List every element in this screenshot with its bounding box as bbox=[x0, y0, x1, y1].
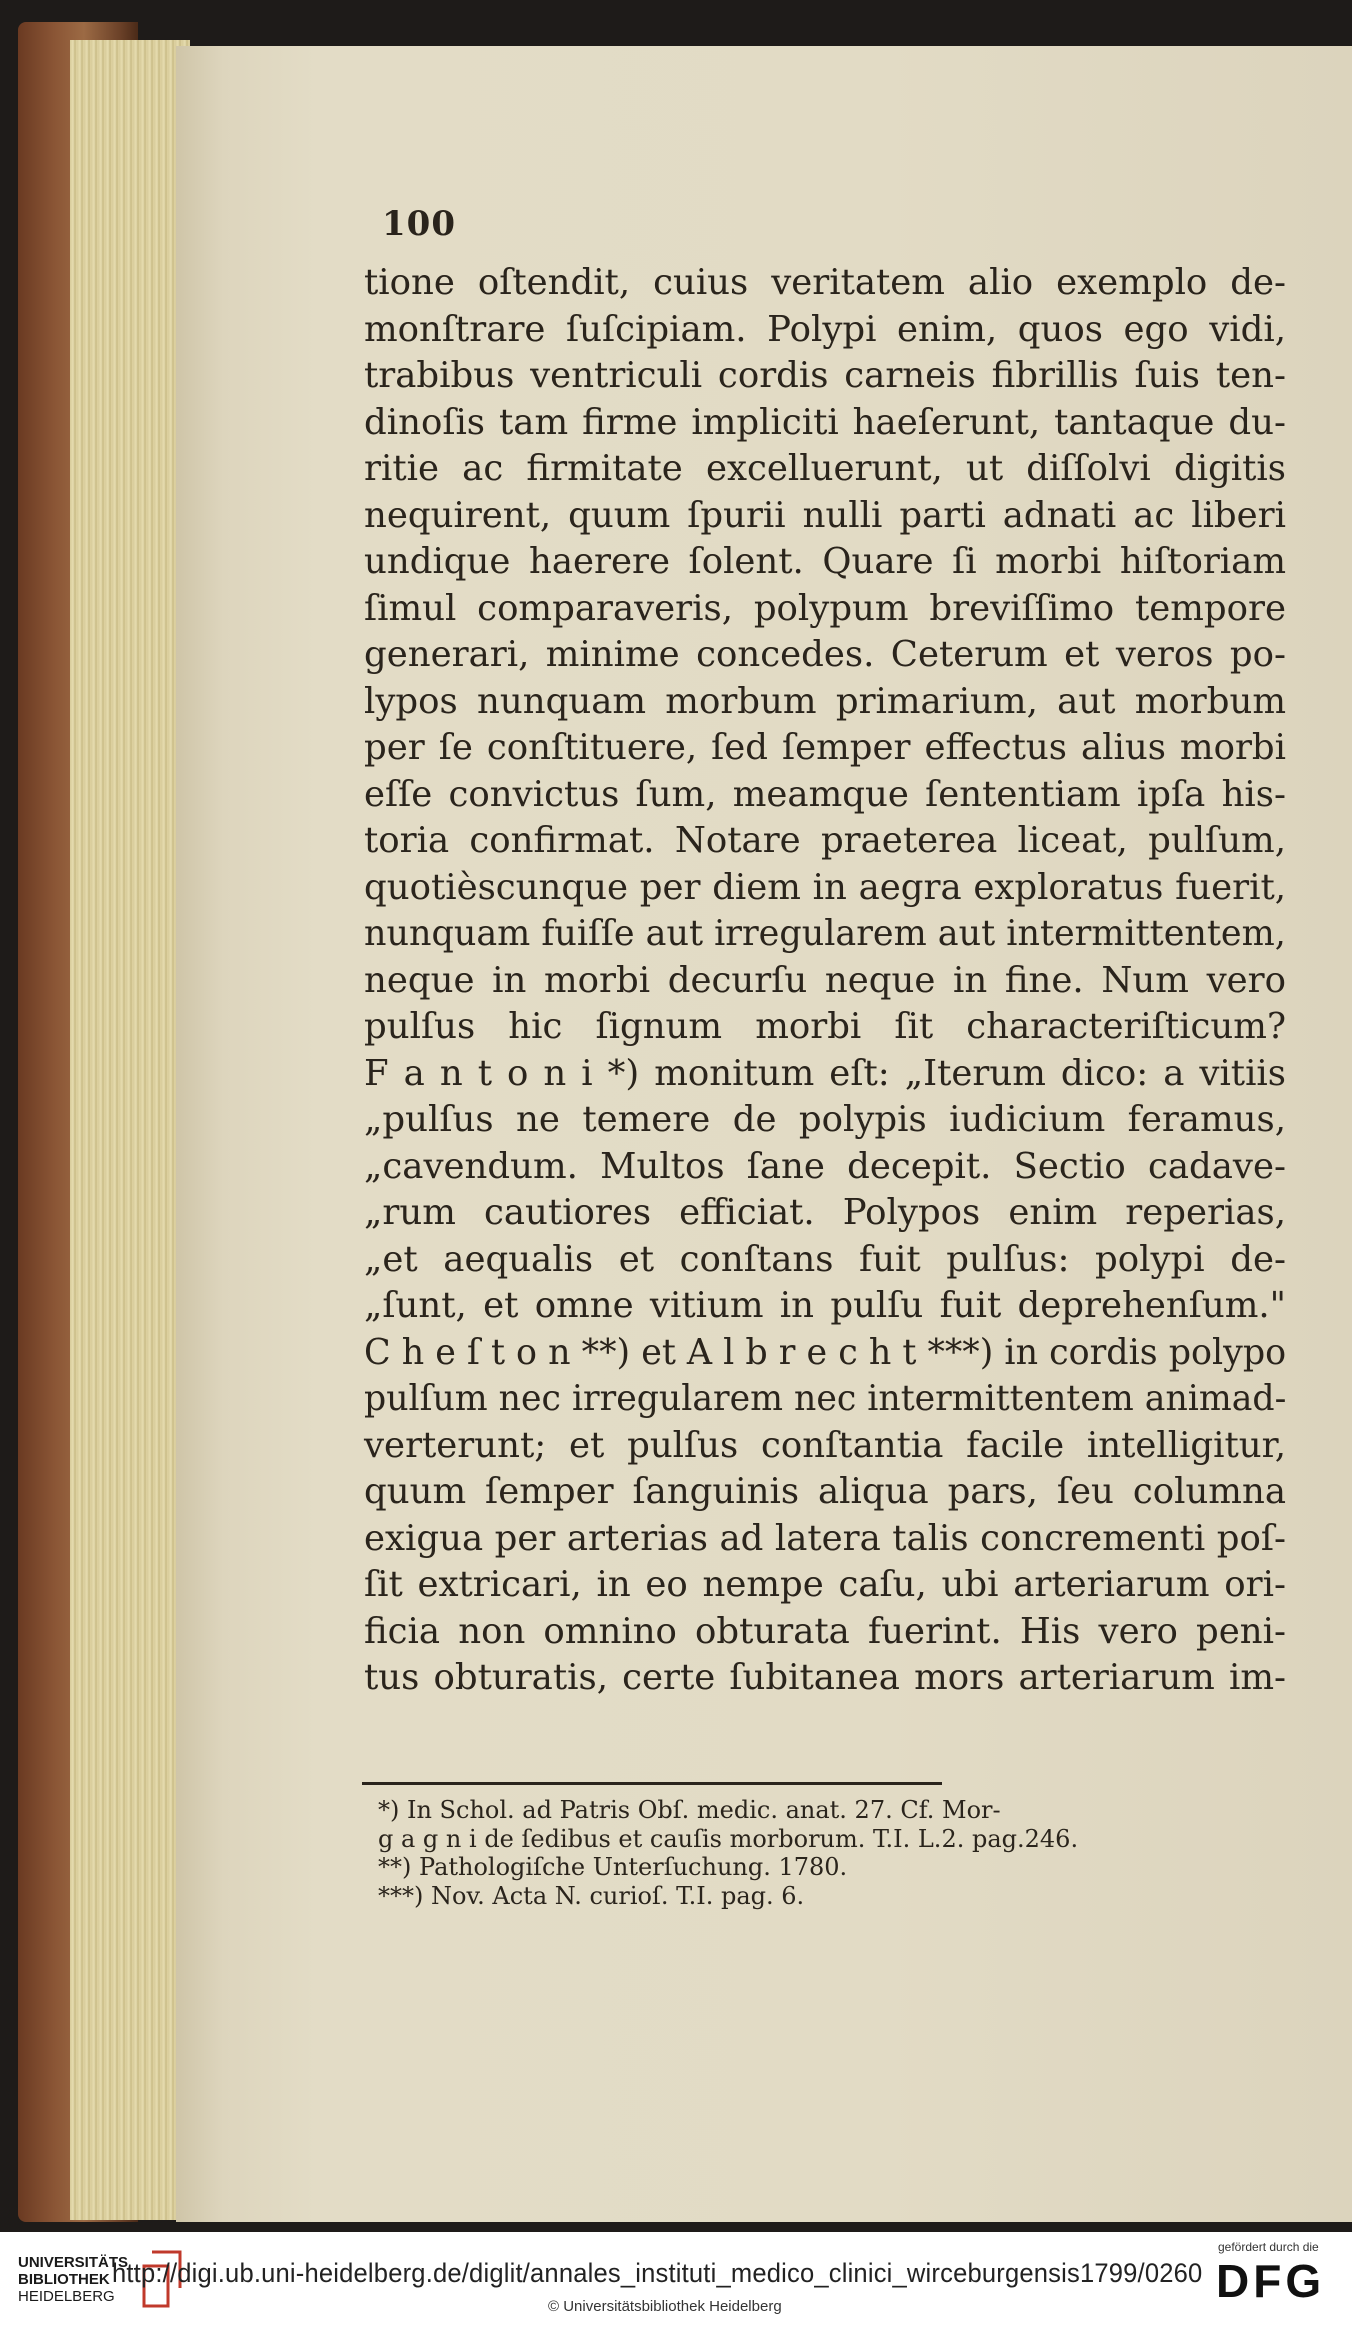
text-line: C h e ſ t o n **) et A l b r e c h t ***) in cordis polypo bbox=[364, 1331, 1287, 1373]
text-line: „et aequalis et conſtans fuit pulſus: polypi de- bbox=[364, 1238, 1286, 1280]
text-line: dinoſis tam firme impliciti haeſerunt, tantaque du- bbox=[364, 401, 1286, 443]
text-line: monſtrare ſuſcipiam. Polypi enim, quos ego vidi, bbox=[364, 308, 1286, 350]
library-name-line: BIBLIOTHEK bbox=[18, 2271, 110, 2288]
text-line: lypos nunquam morbum primarium, aut morbum bbox=[364, 680, 1286, 722]
text-line: ſimul comparaveris, polypum breviſſimo tempore bbox=[364, 587, 1286, 629]
text-line: „rum cautiores efficiat. Polypos enim reperias, bbox=[364, 1192, 1286, 1233]
permalink-url[interactable]: http://digi.ub.uni-heidelberg.de/diglit/annales_instituti_medico_clinici_wirceburgensis1799/0260 bbox=[112, 2258, 1203, 2288]
text-line: „cavendum. Multos ſane decepit. Sectio cadave- bbox=[364, 1145, 1286, 1187]
text-line: trabibus ventriculi cordis carneis fibrillis ſuis ten- bbox=[364, 355, 1286, 396]
text-line: tus obturatis, certe ſubitanea mors arteriarum im- bbox=[364, 1657, 1286, 1698]
dfg-logo[interactable]: DFG bbox=[1216, 2255, 1326, 2307]
text-line: nunquam fuiſſe aut irregularem aut intermittentem, bbox=[364, 913, 1286, 954]
text-line: pulſus hic ſignum morbi ſit characteriſticum? bbox=[364, 1006, 1286, 1047]
footnote: ***) Nov. Acta N. curioſ. T.I. pag. 6. bbox=[378, 1881, 805, 1910]
viewer-footer bbox=[0, 2232, 1352, 2329]
library-name-line: HEIDELBERG bbox=[18, 2288, 115, 2305]
text-line: pulſum nec irregularem nec intermittentem animad- bbox=[364, 1378, 1287, 1419]
page-number: 100 bbox=[382, 204, 456, 244]
text-line: „ſunt, et omne vitium in pulſu fuit deprehenſum." bbox=[364, 1285, 1286, 1326]
text-line: nequirent, quum ſpurii nulli parti adnati ac liberi bbox=[364, 494, 1286, 536]
footnote: *) In Schol. ad Patris Obſ. medic. anat. 27. Cf. Mor- bbox=[378, 1796, 1001, 1824]
funding-label: gefördert durch die bbox=[1218, 2240, 1319, 2254]
text-line: generari, minime concedes. Ceterum et veros po- bbox=[364, 634, 1286, 675]
text-line: verterunt; et pulſus conſtantia facile intelligitur, bbox=[364, 1424, 1286, 1466]
text-line: ſit extricari, in eo nempe caſu, ubi arteriarum ori- bbox=[364, 1564, 1286, 1605]
copyright-notice: © Universitätsbibliothek Heidelberg bbox=[548, 2298, 782, 2315]
text-line: F a n t o n i *) monitum eſt: „Iterum dico: a vitiis bbox=[364, 1052, 1286, 1094]
body-text bbox=[364, 260, 1286, 1702]
text-line: ritie ac firmitate excelluerunt, ut diſſolvi digitis bbox=[364, 448, 1286, 489]
text-line: tione oſtendit, cuius veritatem alio exemplo de- bbox=[364, 262, 1286, 303]
text-line: toria confirmat. Notare praeterea liceat, pulſum, bbox=[364, 820, 1286, 861]
text-line: ficia non omnino obturata fuerint. His vero peni- bbox=[364, 1610, 1286, 1652]
text-line: „pulſus ne temere de polypis iudicium feramus, bbox=[364, 1099, 1286, 1140]
text-line: quotièscunque per diem in aegra exploratus fuerit, bbox=[364, 866, 1286, 908]
page-stack-edge bbox=[70, 40, 190, 2220]
text-line: undique haerere ſolent. Quare ſi morbi hiſtoriam bbox=[364, 541, 1286, 582]
text-line: quum ſemper ſanguinis aliqua pars, ſeu columna bbox=[364, 1471, 1286, 1512]
text-line: eſſe convictus ſum, meamque ſententiam ipſa his- bbox=[364, 773, 1286, 815]
text-line: exigua per arterias ad latera talis concrementi poſ- bbox=[364, 1517, 1286, 1559]
footnote: g a g n i de ſedibus et cauſis morborum. T.I. L.2. pag.246. bbox=[378, 1824, 1079, 1853]
text-line: neque in morbi decurſu neque in fine. Num vero bbox=[364, 959, 1286, 1001]
library-name-line: UNIVERSITÄTS bbox=[18, 2254, 129, 2271]
footnote-rule bbox=[362, 1782, 942, 1785]
text-line: per ſe conſtituere, ſed ſemper effectus alius morbi bbox=[364, 727, 1286, 768]
footnote: **) Pathologiſche Unterſuchung. 1780. bbox=[378, 1853, 848, 1881]
footnotes bbox=[378, 1796, 1258, 1910]
